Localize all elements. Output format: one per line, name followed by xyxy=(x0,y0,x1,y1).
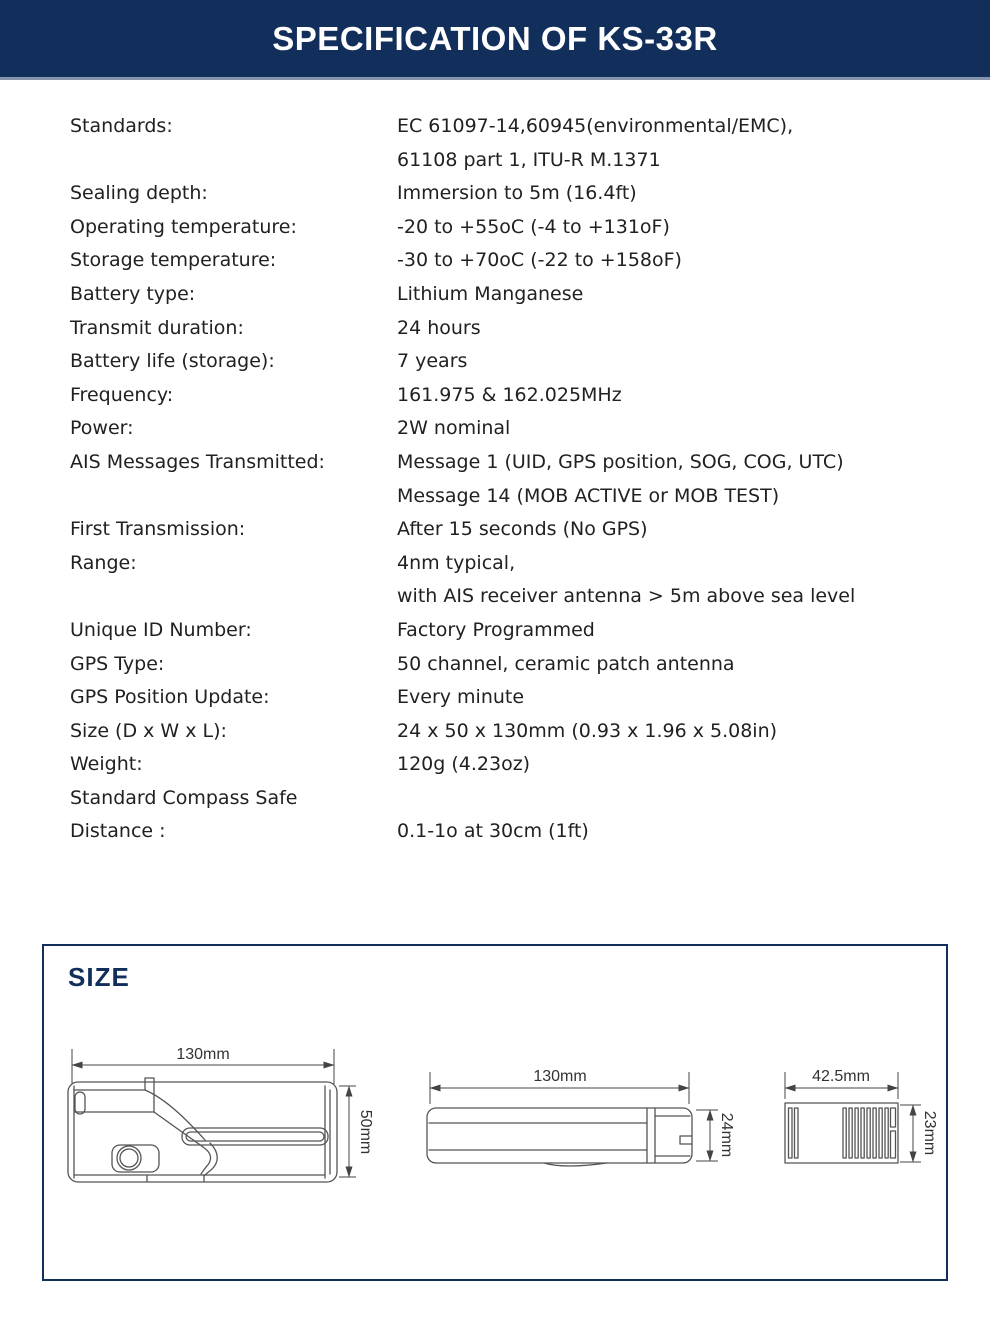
header-bar xyxy=(0,0,990,80)
spec-label: Standards: xyxy=(70,115,173,137)
spec-value: 0.1-1o at 30cm (1ft) xyxy=(397,820,589,843)
top-view-body xyxy=(427,1108,692,1163)
spec-label: Size (D x W x L): xyxy=(70,719,227,742)
spec-value xyxy=(397,782,930,816)
top-view-height-label: 24mm xyxy=(718,1112,735,1158)
spec-value: 120g (4.23oz) xyxy=(397,753,531,776)
spec-label: Sealing depth: xyxy=(70,182,208,205)
spec-label: Battery type: xyxy=(70,282,196,305)
spec-value: 2W nominal xyxy=(397,417,511,440)
spec-label: Power: xyxy=(70,417,134,440)
spec-row xyxy=(70,547,930,581)
spec-row xyxy=(70,278,930,312)
side-view-width-label: 130mm xyxy=(176,1046,230,1063)
spec-label xyxy=(70,144,397,178)
spec-row xyxy=(70,345,930,379)
spec-row xyxy=(70,211,930,245)
spec-value: -30 to +70oC (-22 to +158oF) xyxy=(397,249,682,272)
side-view-antenna xyxy=(182,1128,328,1145)
spec-row xyxy=(70,412,930,446)
end-view-dimensions xyxy=(785,1072,921,1162)
spec-label: Range: xyxy=(70,551,137,574)
spec-row xyxy=(70,480,930,514)
spec-row xyxy=(70,379,930,413)
dimension-drawings xyxy=(44,1044,946,1279)
spec-row xyxy=(70,446,930,480)
spec-value: with AIS receiver antenna > 5m above sea level xyxy=(397,585,856,608)
spec-label: AIS Messages Transmitted: xyxy=(70,450,325,473)
spec-value: 161.975 & 162.025MHz xyxy=(397,383,622,406)
spec-label: Battery life (storage): xyxy=(70,350,275,373)
spec-label: Frequency: xyxy=(70,383,174,406)
spec-label: Storage temperature: xyxy=(70,249,277,272)
size-section-title: SIZE xyxy=(68,962,130,992)
spec-label: Transmit duration: xyxy=(70,316,244,339)
end-view-drawing xyxy=(785,1103,898,1163)
spec-row xyxy=(70,748,930,782)
spec-label: Standard Compass Safe xyxy=(70,786,298,809)
spec-value: Lithium Manganese xyxy=(397,282,584,305)
spec-row xyxy=(70,110,930,144)
spec-value: Every minute xyxy=(397,686,525,709)
spec-label: First Transmission: xyxy=(70,518,246,541)
spec-label: Operating temperature: xyxy=(70,215,297,238)
top-view-width-label: 130mm xyxy=(533,1068,587,1085)
page-title: SPECIFICATION OF KS-33R xyxy=(272,19,718,57)
spec-row xyxy=(70,614,930,648)
spec-row xyxy=(70,648,930,682)
spec-value: 61108 part 1, ITU-R M.1371 xyxy=(397,148,661,171)
spec-label xyxy=(70,480,397,514)
spec-value: EC 61097-14,60945(environmental/EMC), xyxy=(397,115,794,137)
end-view-body xyxy=(785,1103,898,1163)
spec-value: 24 hours xyxy=(397,316,481,339)
spec-row xyxy=(70,513,930,547)
spec-value: 50 channel, ceramic patch antenna xyxy=(397,652,735,675)
size-section xyxy=(42,944,948,1281)
spec-row xyxy=(70,312,930,346)
spec-value: 4nm typical, xyxy=(397,551,516,574)
spec-value: 24 x 50 x 130mm (0.93 x 1.96 x 5.08in) xyxy=(397,719,778,742)
spec-label: Distance : xyxy=(70,820,166,843)
side-view-dimensions xyxy=(72,1049,356,1177)
side-view-height-label: 50mm xyxy=(357,1109,374,1155)
spec-label: GPS Position Update: xyxy=(70,686,270,709)
spec-value: Message 1 (UID, GPS position, SOG, COG, UTC) xyxy=(397,450,844,473)
spec-row xyxy=(70,815,930,849)
spec-row xyxy=(70,144,930,178)
spec-row xyxy=(70,177,930,211)
spec-row xyxy=(70,580,930,614)
spec-value: Factory Programmed xyxy=(397,618,595,641)
end-view-width-label: 42.5mm xyxy=(812,1068,870,1085)
spec-row xyxy=(70,782,930,816)
spec-value: After 15 seconds (No GPS) xyxy=(397,518,648,541)
spec-value: Immersion to 5m (16.4ft) xyxy=(397,182,637,205)
spec-label: Unique ID Number: xyxy=(70,618,252,641)
spec-value: Message 14 (MOB ACTIVE or MOB TEST) xyxy=(397,484,780,507)
spec-row xyxy=(70,715,930,749)
spec-value: 7 years xyxy=(397,350,468,373)
spec-row xyxy=(70,244,930,278)
spec-value: -20 to +55oC (-4 to +131oF) xyxy=(397,215,670,238)
spec-row xyxy=(70,681,930,715)
spec-label xyxy=(70,580,397,614)
spec-table xyxy=(70,110,930,849)
spec-label: Weight: xyxy=(70,753,143,776)
spec-label: GPS Type: xyxy=(70,652,165,675)
end-view-height-label: 23mm xyxy=(921,1110,938,1156)
top-view-drawing xyxy=(427,1108,692,1166)
side-view-drawing xyxy=(68,1078,337,1182)
